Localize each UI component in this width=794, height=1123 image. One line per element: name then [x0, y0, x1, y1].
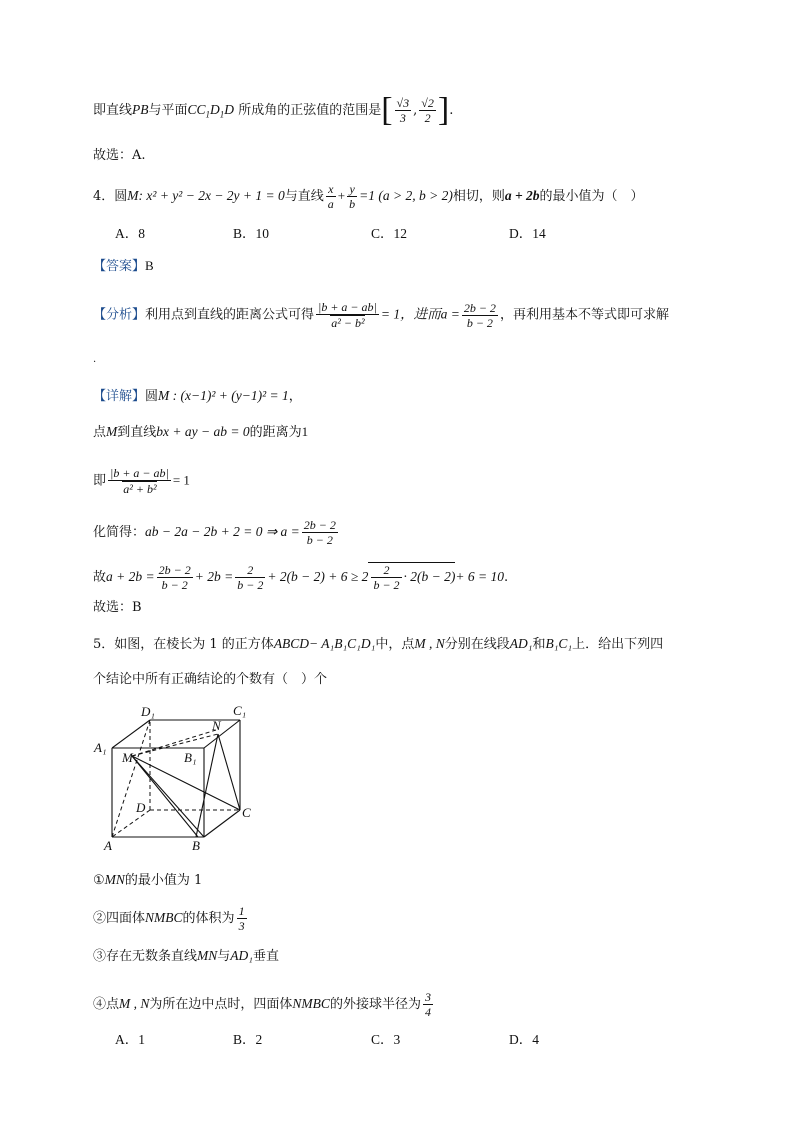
edge-b-c [204, 810, 240, 837]
segment-m-b [132, 756, 204, 837]
hidden-segment-m-n2 [132, 730, 216, 756]
statement-2: ②四面体NMBC的体积为 $\frac{1}{3}$ [93, 904, 245, 933]
statement-4: ④点M , N为所在边中点时，四面体NMBC的外接球半径为 $\frac{3}{4}$ [93, 990, 431, 1019]
plane-name: $CC_1D_1D$ [187, 102, 235, 120]
segment-n-b [196, 734, 218, 837]
fraction: $\frac{√3}{3}$ [396, 96, 410, 125]
hidden-segment-m-n [132, 734, 218, 756]
label-c: C [242, 805, 251, 820]
detail-line-3: 即 $\frac{|b + a - ab|}{\text{a² + b²}}$ = 1 [93, 466, 190, 496]
option-a: A．8 [115, 226, 145, 241]
edge-b1-c1 [204, 720, 240, 748]
label-a: A [104, 838, 112, 853]
segment-m-b-low [132, 756, 198, 837]
q5-option-b: B．2 [233, 1032, 263, 1047]
analysis-line: 【分析】利用点到直线的距离公式可得 $\frac{|b + a - ab|}{\text{a² − b²}}$ = 1，进而a = $\frac{2b - 2}{b - 2}$ ，再利用基本不等式即可求解 [93, 300, 669, 330]
question-4: 4．圆M: x² + y² − 2x − 2y + 1 = 0与直线 $\frac{x}{a}$ + $\frac{y}{b}$ =1 (a > 2, b > 2)相切，则a + 2b的最小值为（ ） [93, 182, 644, 211]
option-b: B．10 [233, 226, 270, 241]
label-a1: A₁ [94, 740, 107, 755]
label-m: M [122, 750, 133, 765]
edge-a1-d1 [112, 720, 150, 748]
detail-line-2: 点M到直线bx + ay − ab = 0的距离为1 [93, 424, 309, 440]
range-conclusion-line: 即直线PB与平面$CC_1D_1D$ 所成角的正弦值的范围是[ $\frac{√3}{3}$ , $\frac{√2}{2}$ ]. [93, 91, 454, 129]
statement-1: ①MN的最小值为 1 [93, 872, 203, 888]
q5-option-a: A．1 [115, 1032, 145, 1047]
text: 与平面 [148, 103, 188, 118]
detail-line-4: 化简得：ab − 2a − 2b + 2 = 0 ⇒ a = $\frac{2b - 2}{b - 2}$ [93, 518, 336, 547]
question-5-line-2: 个结论中所有正确结论的个数有（ ）个 [93, 672, 328, 687]
segment-n-c [218, 734, 240, 810]
label-n: N [212, 718, 221, 733]
line-pb: PB [132, 102, 149, 117]
final-answer: 故选：B [93, 600, 142, 615]
option-d: D．14 [509, 226, 546, 241]
label-b: B [192, 838, 200, 853]
cube-figure [92, 700, 262, 860]
q5-option-d: D．4 [509, 1032, 539, 1047]
text: 所成角的正弦值的范围是 [238, 103, 382, 118]
question-5-line-1: 5．如图，在棱长为 1 的正方体ABCD− A₁B₁C₁D₁中，点M , N分别在线段AD₁和B₁C₁上．给出下列四 [93, 636, 664, 652]
analysis-dot: . [93, 354, 97, 365]
hidden-segment-a-d1 [112, 720, 150, 837]
fraction: $\frac{√2}{2}$ [421, 96, 434, 125]
q5-option-c: C．3 [371, 1032, 401, 1047]
label-b1: B₁ [184, 750, 197, 765]
detail-line-1: 【详解】圆M : (x−1)² + (y−1)² = 1， [93, 388, 302, 404]
statement-3: ③存在无数条直线MN与AD₁垂直 [93, 948, 280, 964]
detail-line-5: 故a + 2b = $\frac{2b - 2}{b - 2}$ + 2b = $\frac{2}{b - 2}$ + 2(b − 2) + 6 ≥ 2 $\frac{2}{b - 2}$ · 2(b − 2)+ 6 = 10. [93, 563, 509, 592]
label-c1: C₁ [233, 703, 247, 718]
answer-line: 【答案】B [93, 258, 154, 273]
text: 即直线 [93, 103, 133, 118]
label-d: D [136, 800, 146, 815]
option-c: C．12 [371, 226, 408, 241]
previous-answer: 故选：A. [93, 148, 146, 163]
label-d1: D₁ [141, 704, 155, 719]
